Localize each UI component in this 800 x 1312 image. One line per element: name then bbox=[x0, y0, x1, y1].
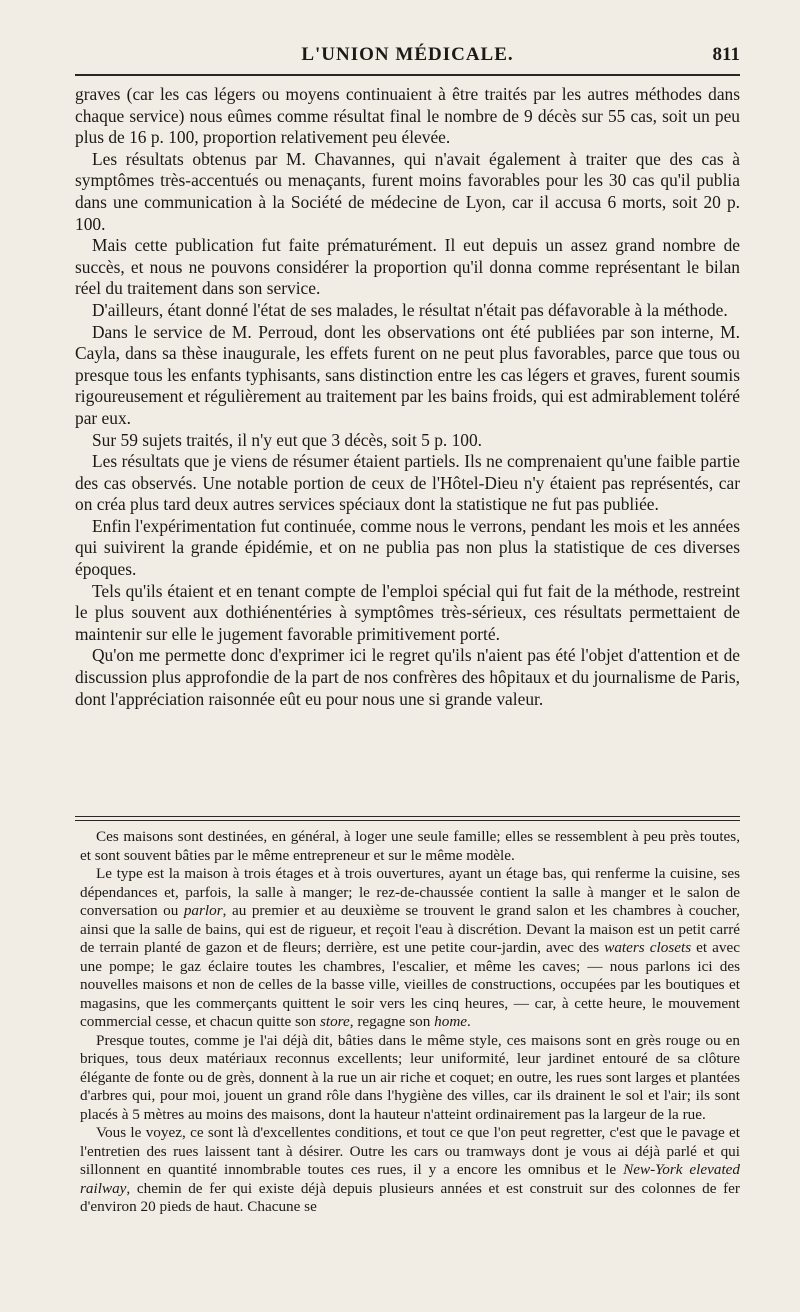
paragraph: Les résultats obtenus par M. Chavannes, qui n'avait également à traiter que des cas à symptômes très-accentués ou menaçants, furent moins favorables pour les 30 cas qu'il publia dans une communication à la Société de médecine de Lyon, car il accusa 6 morts, soit 20 p. 100. bbox=[75, 148, 740, 234]
note-italic-term: home bbox=[434, 1013, 468, 1030]
note-text: Vous le voyez, ce sont là d'excellentes conditions, et tout ce que l'on peut regretter, c'est que le pavage et l'entretien des rues laissent tant à désirer. Outre les cars ou tramways dont je vous ai déjà parlé et qui sillonnent en quantité innombrable toutes ces rues, il y a encore les omnibus et le bbox=[80, 1124, 740, 1178]
note-text: , chemin de fer qui existe déjà depuis plusieurs années et est construit sur des colonnes de fer d'environ 20 pieds de haut. Chacune se bbox=[80, 1179, 740, 1215]
paragraph: D'ailleurs, étant donné l'état de ses malades, le résultat n'était pas défavorable à la méthode. bbox=[92, 299, 728, 320]
header-rule bbox=[75, 74, 740, 76]
note-text: , au premier et au deuxième se trouvent le grand salon et les chambres à coucher, ainsi que la salle de bains, qui est de rigueur, et reçoit l'eau à discrétion. Devant la maison est un petit carré de terrain planté de gazon et de fleurs; derrière, est une petite cour-jardin, avec des bbox=[80, 902, 740, 956]
running-title: L'UNION MÉDICALE. bbox=[301, 44, 514, 65]
note-italic-term: New-York elevated railway bbox=[80, 1161, 740, 1197]
note-italic-term: store bbox=[319, 1013, 350, 1030]
paragraph: graves (car les cas légers ou moyens continuaient à être traités par les autres méthodes dans chaque service) nous eûmes comme résultat final le nombre de 9 décès sur 55 cas, soit un peu plus de 16 p. 100, proportion relativement peu élevée. bbox=[75, 84, 740, 148]
note-paragraph bbox=[80, 1124, 740, 1217]
note-paragraph: Ces maisons sont destinées, en général, à loger une seule famille; elles se ressemblent à peu près toutes, et sont souvent bâties par le même entrepreneur et sur le même modèle. bbox=[80, 828, 740, 864]
note-paragraph: Presque toutes, comme je l'ai déjà dit, bâties dans le même style, ces maisons sont en grès rouge ou en briques, tous deux matériaux reconnus excellents; leur uniformité, leur jardinet entouré de sa clôture élégante de fonte ou de grès, donnent à la rue un air riche et coquet; en outre, les rues sont larges et plantées d'arbres qui, pour moi, jouent un grand rôle dans l'hygiène des villes, car ils drainent le sol et l'air; ils sont placés à 5 mètres au moins des maisons, dont la hauteur n'atteint ordinairement pas la largeur de la rue. bbox=[80, 1031, 740, 1123]
notes-divider bbox=[75, 816, 740, 821]
paragraph: Les résultats que je viens de résumer étaient partiels. Ils ne comprenaient qu'une faible partie des cas observés. Une notable portion de ceux de l'Hôtel-Dieu n'y étaient pas représentés, car on créa plus tard deux autres services spéciaux dont la statistique ne fut pas publiée. bbox=[75, 451, 740, 515]
paragraph: Mais cette publication fut faite prématurément. Il eut depuis un assez grand nombre de succès, et nous ne pouvons considérer la proportion qu'il donna comme représentant le bilan réel du traitement dans son service. bbox=[75, 235, 740, 299]
note-text: Le type est la maison à trois étages et à trois ouvertures, ayant un étage bas, qui renferme la cuisine, ses dépendances et, parfois, la salle à manger; le rez-de-chaussée contient la salle à manger et le salon de conversation ou bbox=[80, 865, 740, 919]
notes-section bbox=[80, 828, 740, 1217]
paragraph: Dans le service de M. Perroud, dont les observations ont été publiées par son interne, M. Cayla, dans sa thèse inaugurale, les effets furent on ne peut plus favorables, parce que tous ou presque tous les enfants typhisants, sans distinction entre les cas légers et graves, furent soumis rigoureusement et régulièrement au traitement par les bains froids, qui est admirablement toléré par eux. bbox=[75, 321, 740, 428]
note-text: . bbox=[467, 1013, 471, 1030]
paragraph: Enfin l'expérimentation fut continuée, comme nous le verrons, pendant les mois et les années qui suivirent la grande épidémie, et on ne publia pas non plus la statistique de ces diverses époques. bbox=[75, 515, 740, 580]
note-italic-term: parlor bbox=[183, 902, 223, 919]
paragraph: Qu'on me permette donc d'exprimer ici le regret qu'ils n'aient pas été l'objet d'attention et de discussion plus approfondie de la part de nos confrères des hôpitaux et du journalisme de Paris, dont l'appréciation raisonnée eût eu pour nous une si grande valeur. bbox=[75, 645, 740, 709]
note-italic-term: waters closets bbox=[604, 939, 692, 956]
note-text: , regagne son bbox=[349, 1013, 435, 1030]
note-paragraph bbox=[80, 865, 740, 1032]
paragraph: Sur 59 sujets traités, il n'y eut que 3 décès, soit 5 p. 100. bbox=[92, 429, 483, 450]
main-text bbox=[75, 84, 740, 710]
page-header bbox=[75, 40, 740, 74]
paragraph: Tels qu'ils étaient et en tenant compte de l'emploi spécial qui fut fait de la méthode, restreint le plus souvent aux dothiénentéries à symptômes très-sérieux, ces résultats permettaient de maintenir sur elle le jugement favorable primitivement porté. bbox=[75, 580, 740, 644]
page-number: 811 bbox=[712, 44, 740, 65]
note-text: et avec une pompe; le gaz éclaire toutes les chambres, l'escalier, et même les caves; — nous parlons ici des nouvelles maisons et non de celles de la basse ville, vieilles de constructions, occupées par les boutiques et magasins, que les commerçants quittent le soir vers les cinq heures, — car, à cette heure, le mouvement commercial cesse, et chacun quitte son bbox=[80, 939, 741, 1030]
